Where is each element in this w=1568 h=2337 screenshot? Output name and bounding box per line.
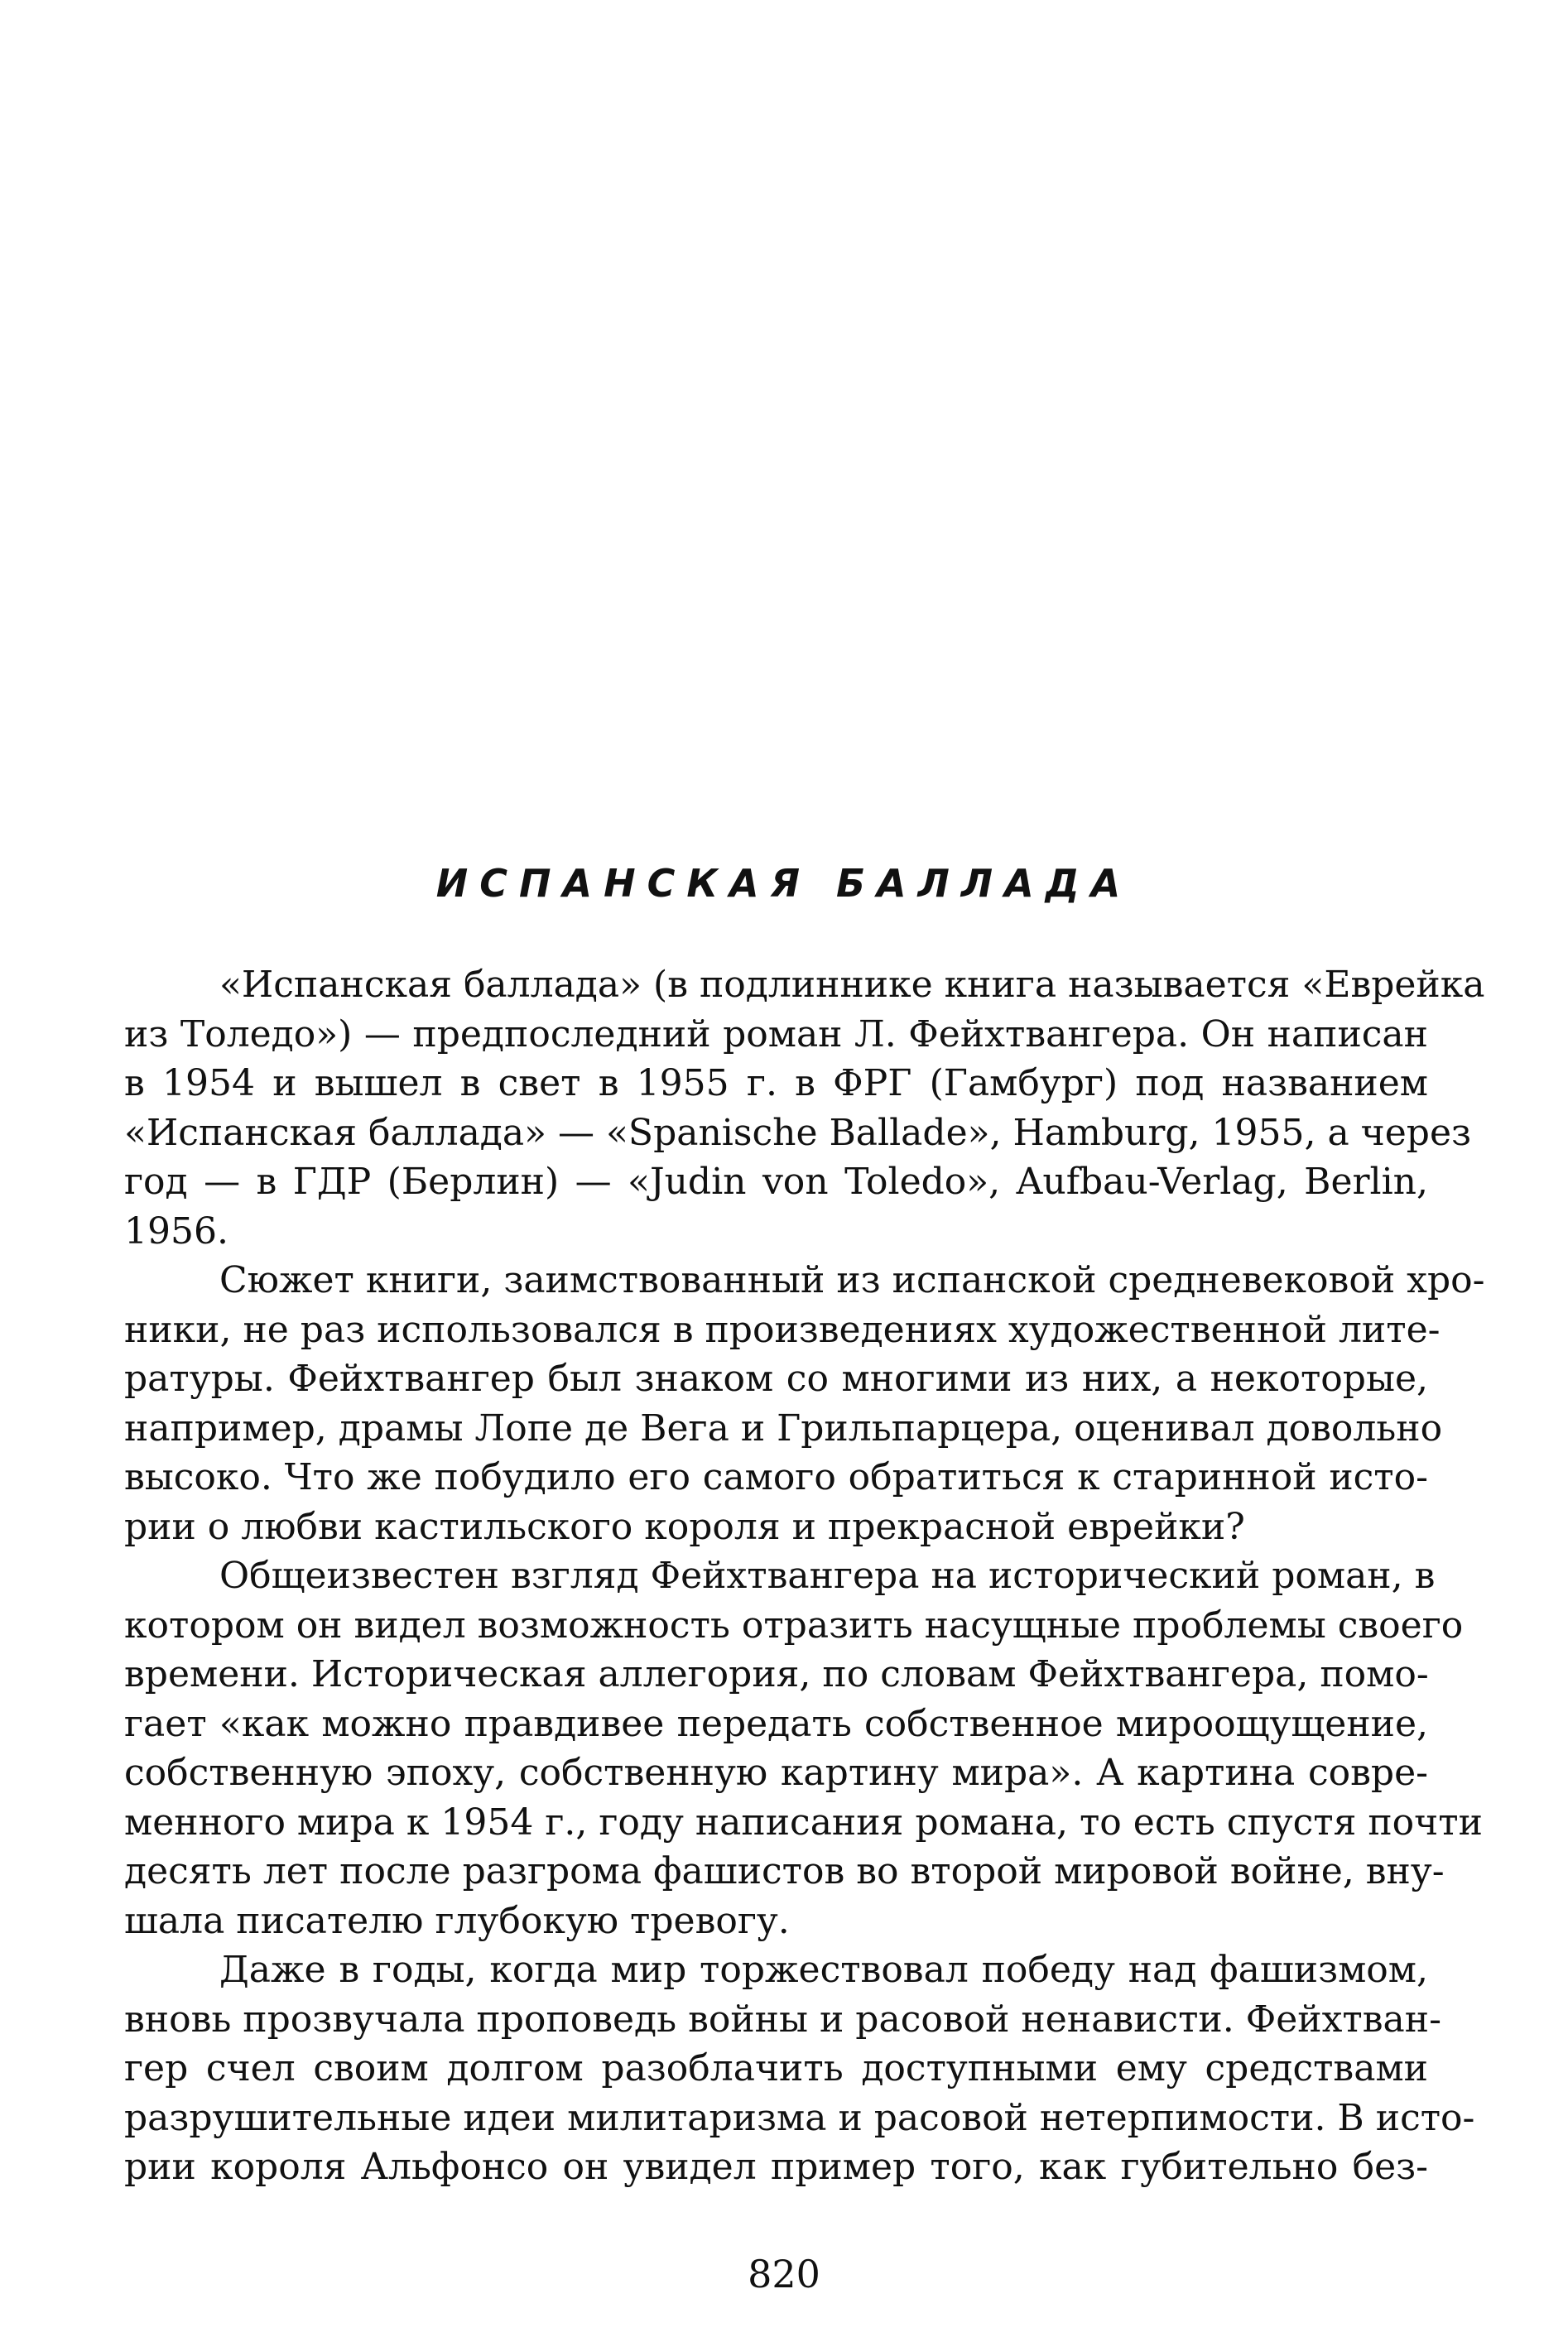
text-line: котором он видел возможность отразить насущные проблемы своего bbox=[124, 1604, 1464, 1647]
paragraph-4 bbox=[124, 1945, 1475, 2192]
text-line: год — в ГДР (Берлин) — «Judin von Toledo», Aufbau-Verlag, Berlin, bbox=[124, 1161, 1428, 1203]
text-line: высоко. Что же побудило его самого обратиться к старинной исто- bbox=[124, 1456, 1428, 1498]
text-line: Даже в годы, когда мир торжествовал победу над фашизмом, bbox=[219, 1949, 1428, 1991]
text-line: в 1954 и вышел в свет в 1955 г. в ФРГ (Гамбург) под названием bbox=[124, 1062, 1428, 1104]
text-line: из Толедо») — предпоследний роман Л. Фейхтвангера. Он написан bbox=[124, 1012, 1428, 1055]
text-line: Сюжет книги, заимствованный из испанской средневековой хро- bbox=[219, 1259, 1485, 1301]
text-line: «Испанская баллада» — «Spanische Ballade», Hamburg, 1955, а через bbox=[124, 1111, 1472, 1154]
text-line: ратуры. Фейхтвангер был знаком со многими из них, а некоторые, bbox=[124, 1358, 1428, 1400]
paragraph-3 bbox=[124, 1551, 1483, 1945]
body-text bbox=[124, 960, 1485, 2192]
text-line: гер счел своим долгом разоблачить доступными ему средствами bbox=[124, 2047, 1428, 2089]
paragraph-2 bbox=[124, 1256, 1485, 1551]
text-line: менного мира к 1954 г., году написания романа, то есть спустя почти bbox=[124, 1801, 1483, 1844]
text-line: собственную эпоху, собственную картину мира». А картина совре- bbox=[124, 1752, 1428, 1794]
page-number: 820 bbox=[748, 2252, 820, 2296]
text-line: рии о любви кастильского короля и прекрасной еврейки? bbox=[124, 1505, 1245, 1548]
text-line: разрушительные идеи милитаризма и расовой нетерпимости. В исто- bbox=[124, 2096, 1475, 2139]
text-line: вновь прозвучала проповедь войны и расовой ненависти. Фейхтван- bbox=[124, 1998, 1441, 2041]
text-line: например, драмы Лопе де Вега и Грильпарцера, оценивал довольно bbox=[124, 1407, 1443, 1450]
text-line: рии короля Альфонсо он увидел пример того, как губительно без- bbox=[124, 2146, 1428, 2188]
text-line: гает «как можно правдивее передать собственное мироощущение, bbox=[124, 1702, 1428, 1745]
text-line: времени. Историческая аллегория, по словам Фейхтвангера, помо- bbox=[124, 1653, 1429, 1695]
text-line: 1956. bbox=[124, 1209, 228, 1253]
text-line: шала писателю глубокую тревогу. bbox=[124, 1899, 790, 1942]
paragraph-1 bbox=[124, 960, 1485, 1256]
text-line: ники, не раз использовался в произведениях художественной лите- bbox=[124, 1308, 1441, 1351]
chapter-title: ИСПАНСКАЯ БАЛЛАДА bbox=[435, 861, 1133, 906]
text-line: «Испанская баллада» (в подлиннике книга называется «Еврейка bbox=[219, 964, 1485, 1006]
text-line: десять лет после разгрома фашистов во второй мировой войне, вну- bbox=[124, 1850, 1445, 1892]
text-line: Общеизвестен взгляд Фейхтвангера на исторический роман, в bbox=[219, 1555, 1436, 1597]
